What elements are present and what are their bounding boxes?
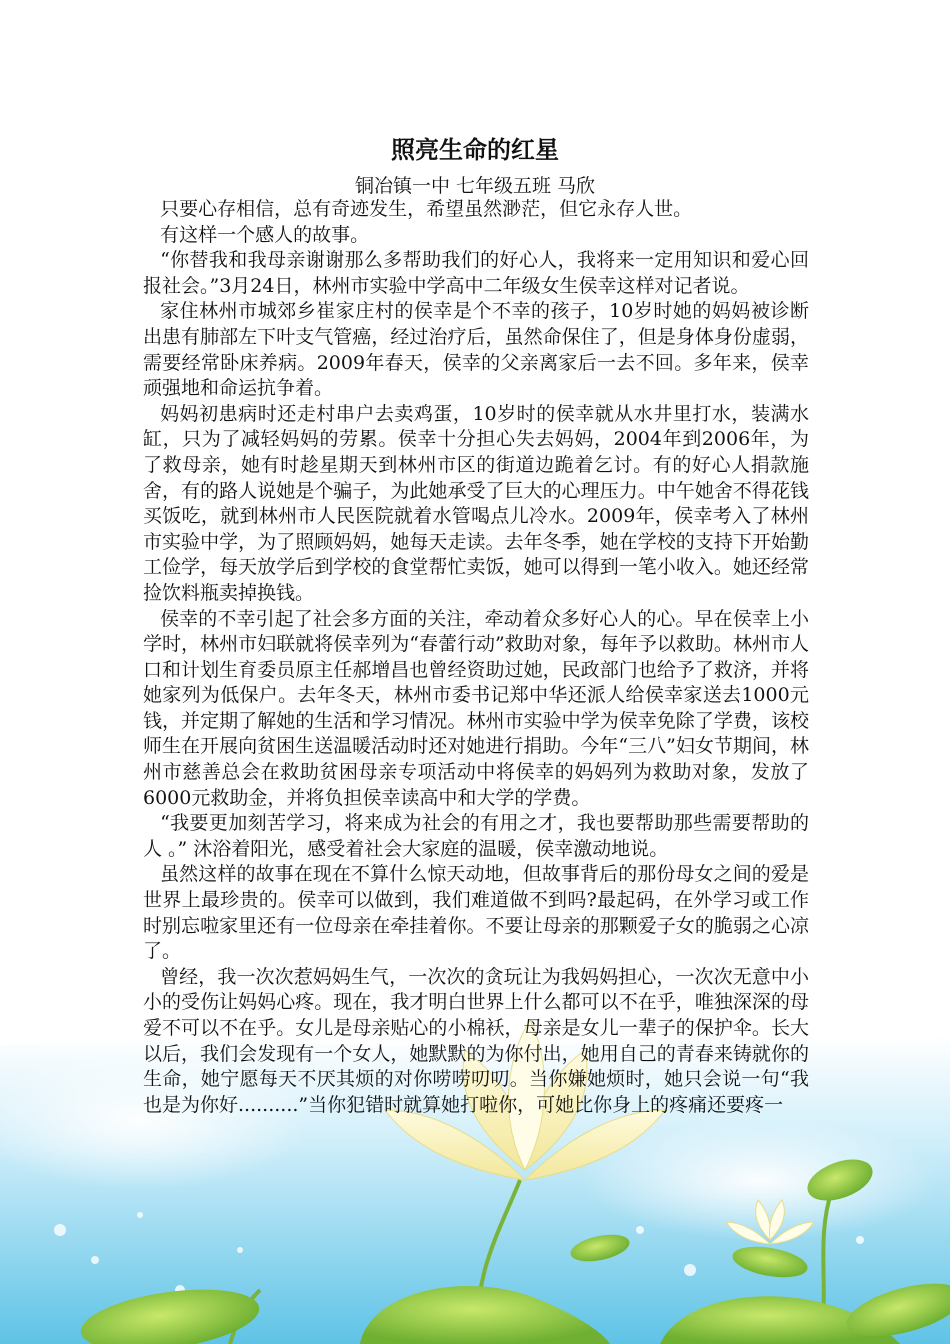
paragraph: 有这样一个感人的故事。 [160, 223, 370, 246]
paragraph: “我要更加刻苦学习，将来成为社会的有用之才，我也要帮助那些需要帮助的人 。” 沐浴着阳光，感受着社会大家庭的温暖，侯幸激动地说。 [143, 812, 809, 860]
paragraph: 妈妈初患病时还走村串户去卖鸡蛋，10岁时的侯幸就从水井里打水，装满水缸，只为了减轻妈妈的劳累。侯幸十分担心失去妈妈，2004年到2006年，为了救母亲，她有时趁星期天到林州市区的街道边跪着乞讨。有的好心人捐款施舍，有的路人说她是个骗子，为此她承受了巨大的心理压力。中午她舍不得花钱买饭吃，就到林州市人民医院就着水管喝点儿冷水。2009年，侯幸考入了林州市实验中学，为了照顾妈妈，她每天走读。去年冬季，她在学校的支持下开始勤工俭学，每天放学后到学校的食堂帮忙卖饭，她可以得到一笔小收入。她还经常捡饮料瓶卖掉换钱。 [143, 402, 809, 604]
article-body [143, 197, 809, 1118]
article-title: 照亮生命的红星 [391, 135, 559, 164]
paragraph: 家住林州市城郊乡崔家庄村的侯幸是个不幸的孩子，10岁时她的妈妈被诊断出患有肺部左下叶支气管癌，经过治疗后，虽然命保住了，但是身体身份虚弱，需要经常卧床养病。2009年春天，侯幸的父亲离家后一去不回。多年来，侯幸顽强地和命运抗争着。 [143, 300, 809, 400]
paragraph: 虽然这样的故事在现在不算什么惊天动地，但故事背后的那份母女之间的爱是世界上最珍贵的。侯幸可以做到，我们难道做不到吗?最起码，在外学习或工作时别忘啦家里还有一位母亲在牵挂着你。不要让母亲的那颗爱子女的脆弱之心凉了。 [143, 863, 809, 963]
paragraph: “你替我和我母亲谢谢那么多帮助我们的好心人，我将来一定用知识和爱心回报社会。”3月24日，林州市实验中学高中二年级女生侯幸这样对记者说。 [143, 249, 809, 297]
paragraph: 只要心存相信，总有奇迹发生，希望虽然渺茫，但它永存人世。 [160, 198, 693, 220]
paragraph: 侯幸的不幸引起了社会多方面的关注，牵动着众多好心人的心。早在侯幸上小学时，林州市妇联就将侯幸列为“春蕾行动”救助对象，每年予以救助。林州市人口和计划生育委员原主任郝增昌也曾经资助过她，民政部门也给予了救济，并将她家列为低保户。去年冬天，林州市委书记郑中华还派人给侯幸家送去1000元钱，并定期了解她的生活和学习情况。林州市实验中学为侯幸免除了学费，该校师生在开展向贫困生送温暖活动时还对她进行捐助。今年“三八”妇女节期间，林州市慈善总会在救助贫困母亲专项活动中将侯幸的妈妈列为救助对象，发放了6000元救助金，并将负担侯幸读高中和大学的学费。 [143, 607, 809, 809]
author-byline: 铜冶镇一中 七年级五班 马欣 [354, 175, 596, 197]
paragraph: 曾经，我一次次惹妈妈生气，一次次的贪玩让为我妈妈担心，一次次无意中小小的受伤让妈妈心疼。现在，我才明白世界上什么都可以不在乎，唯独深深的母爱不可以不在乎。女儿是母亲贴心的小棉袄，母亲是女儿一辈子的保护伞。长大以后，我们会发现有一个女人，她默默的为你付出，她用自己的青春来铸就你的生命，她宁愿每天不厌其烦的对你唠唠叨叨。当你嫌她烦时，她只会说一句“我也是为你好..........”当你犯错时就算她打啦你，可她比你身上的疼痛还要疼一 [143, 965, 809, 1116]
